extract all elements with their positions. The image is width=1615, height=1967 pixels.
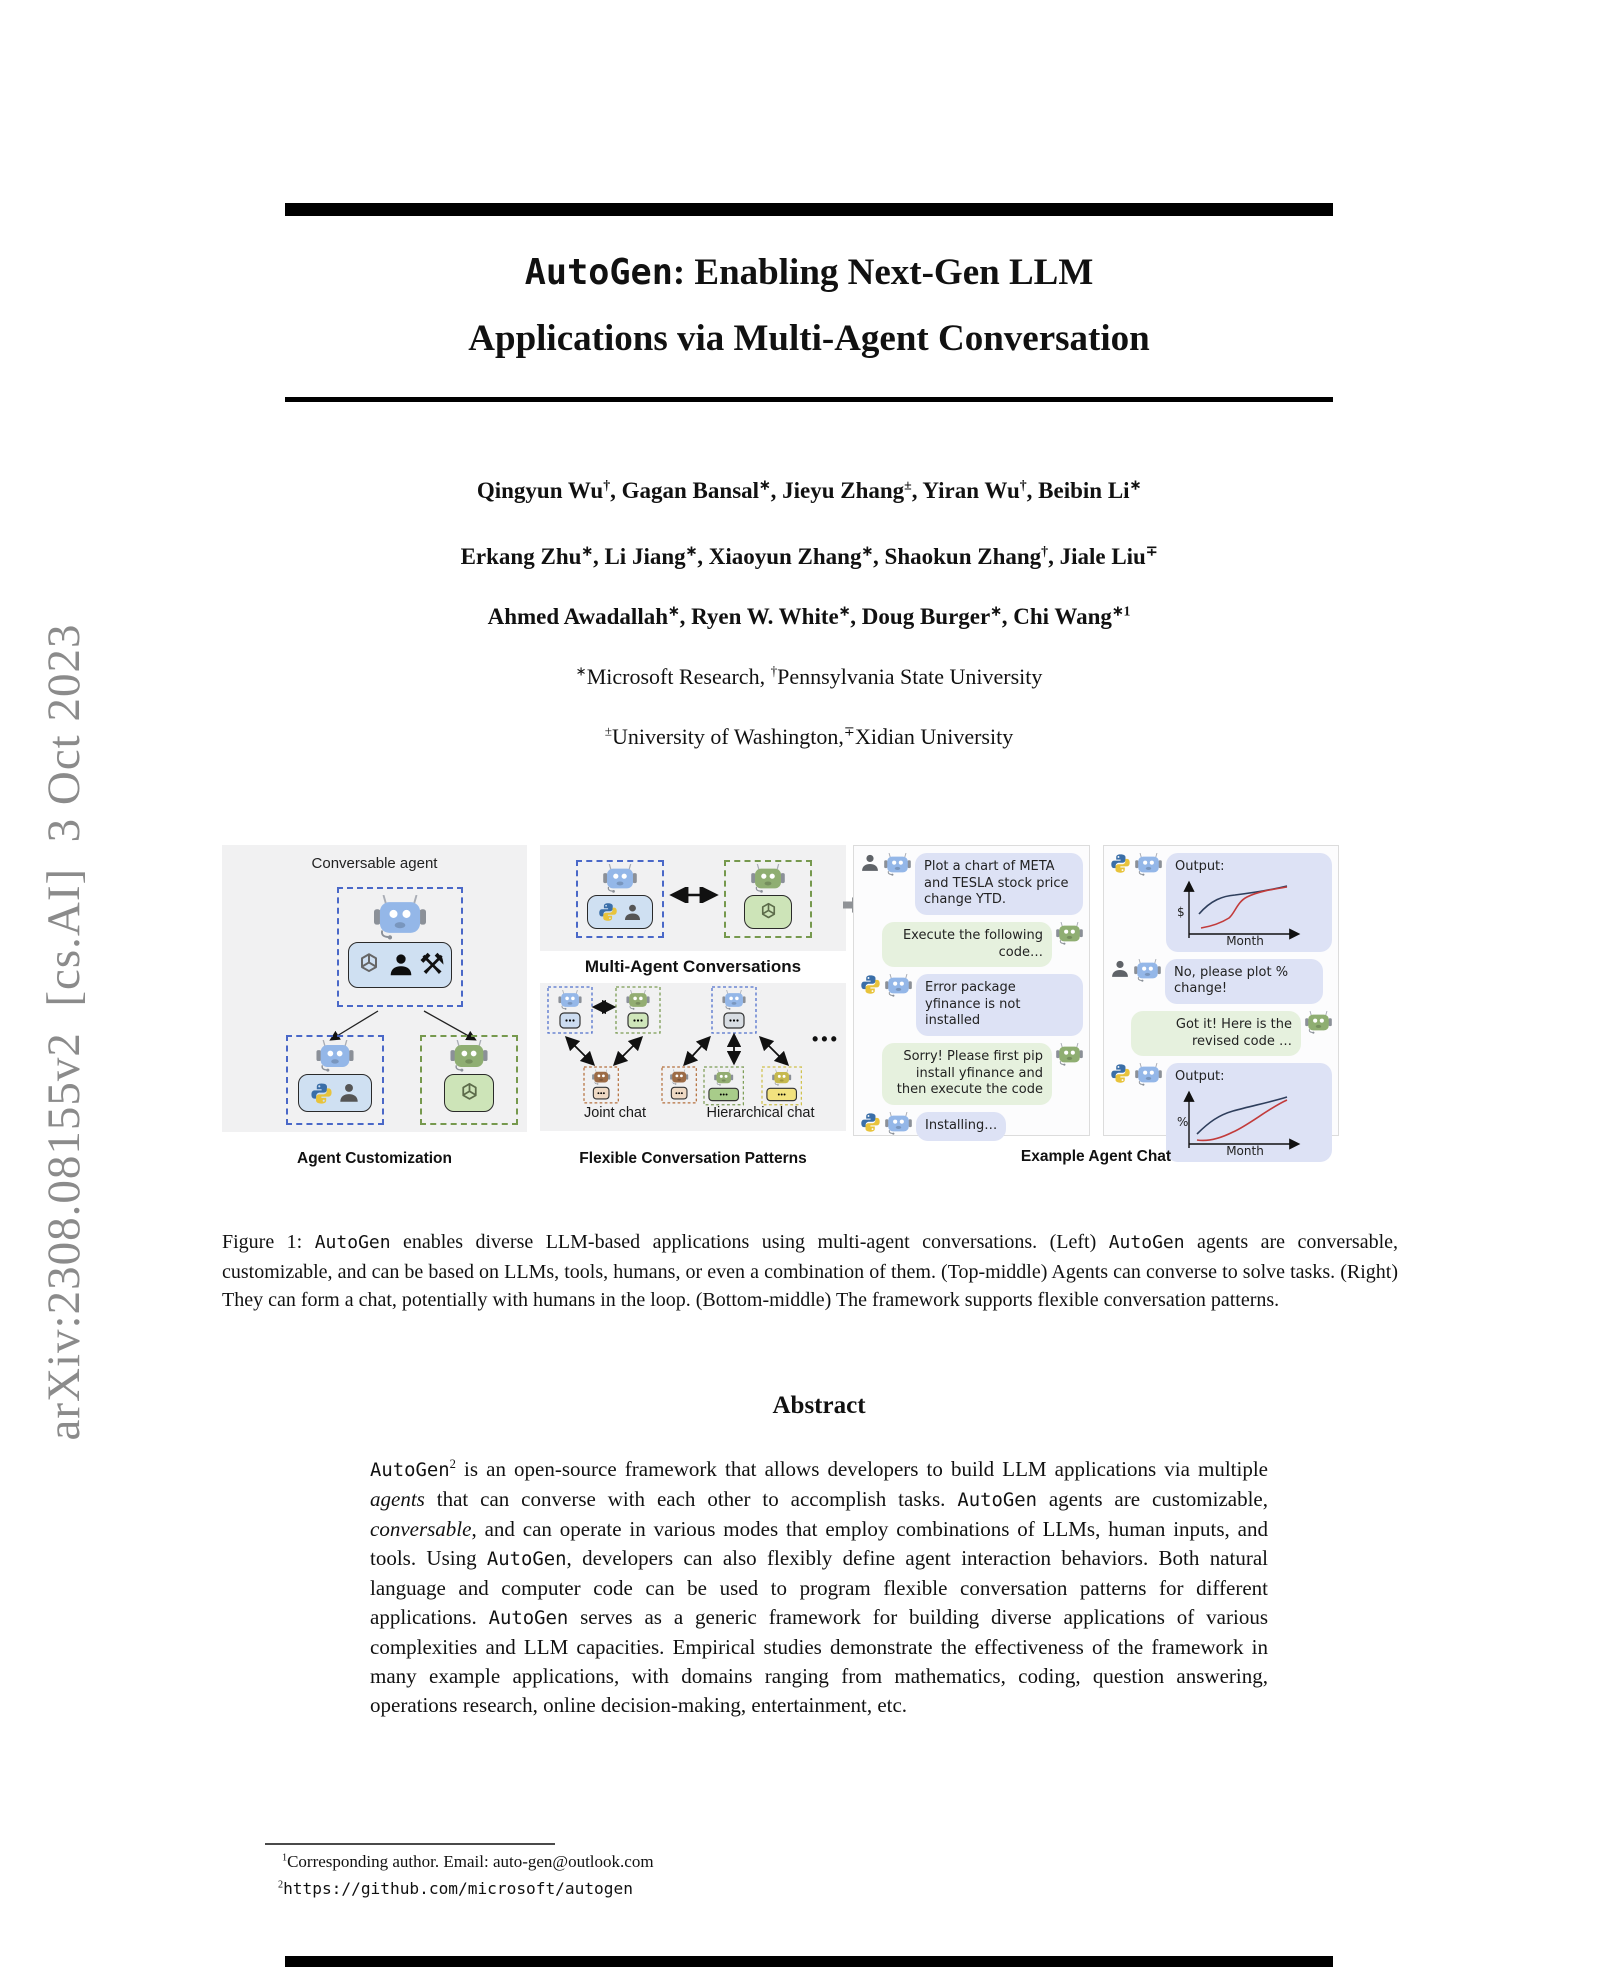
mini-agent-blue [712,987,756,1033]
footnote-rule [265,1843,555,1845]
child-agent-blue-box [286,1035,384,1125]
mini-agent-brown [584,1067,618,1103]
output-label: Output: [1175,1069,1225,1085]
abstract-body: AutoGen$^2$ is an open-source framework that allows developers to build LLM applications via multiple agents that can converse with each other to accomplish tasks. AutoGen agents are customizable, conversable, and can operate in various modes that employ combinations of LLMs, human inputs, and tools. Using AutoGen, developers can also flexibly define agent interaction behaviors. Both natural language and computer code can be used to program flexible conversation patterns for different applications. AutoGen serves as a generic framework for building diverse applications of various complexities and LLM capacities. Empirical studies demonstrate the effectiveness of the framework in many example applications, with domains ranging from mathematics, coding, question answering, operations research, online decision-making, entertainment, etc. [370,1457,1268,1717]
capability-box [348,942,452,988]
title-rule [285,397,1333,402]
chat-bubble: Execute the following code… [882,922,1052,967]
robot-icon [885,1112,912,1135]
robot-icon [1135,853,1162,876]
openai-icon [757,901,780,924]
author-line-1: Qingyun Wu†, Gagan Bansal∗, Jieyu Zhang±, Yiran Wu†, Beibin Li∗ [476,477,1142,503]
more-patterns-ellipsis: ••• [812,1029,840,1049]
robot-icon [885,974,912,997]
figure-1-caption: Figure 1: AutoGen enables diverse LLM-based applications using multi-agent conversations. (Left) AutoGen agents are conversable, customizable, and can be based on LLMs, tools, humans, or even a combination of them. (Top-middle) Agents can converse to solve tasks. (Right) They can form a chat, potentially with humans in the loop. (Bottom-middle) The framework supports flexible conversation patterns. [222,1231,1398,1311]
affiliation-line-2: ±University of Washington,∓Xidian University [604,723,1014,749]
patterns-caption: Flexible Conversation Patterns [579,1150,807,1167]
mini-agent-green-wide [704,1067,743,1105]
python-icon [310,1082,333,1105]
abstract-heading: Abstract [772,1392,866,1419]
mini-agent-brown [662,1067,696,1103]
python-icon [598,902,618,922]
bidirectional-arrow [668,887,720,903]
robot-icon [1056,922,1083,945]
pct-change-chart [1175,1086,1307,1156]
capability-box [744,895,792,929]
chat-row [1110,1063,1332,1162]
python-icon [1110,853,1131,874]
multi-agent-caption: Multi-Agent Conversations [584,957,802,976]
y-axis-label: % [1177,1114,1189,1129]
robot-icon [1305,1011,1332,1034]
x-axis-label: Month [1226,933,1264,946]
chat-row [860,1112,1083,1141]
agent-blue-box [576,860,664,938]
page-title [285,240,1333,372]
patterns-panel [540,983,846,1131]
person-icon [860,853,880,873]
chat-row [1110,853,1332,952]
title-line1: AutoGen: Enabling Next-Gen LLM [524,252,1094,293]
mini-agent-blue [548,987,592,1033]
robot-icon [884,853,911,876]
chat-row [1110,1011,1332,1056]
chat-row [860,853,1083,915]
x-axis-label: Month [1226,1143,1264,1156]
chat-row [860,974,1083,1036]
robot-icon [603,864,637,893]
chat-row [860,1043,1083,1105]
tools-icon: ⚒ [419,949,445,981]
chat-row [860,922,1083,967]
footnote-2: $^2$https://github.com/microsoft/autogen [278,1879,633,1898]
robot-icon [450,1040,488,1072]
chat-bubble: Got it! Here is the revised code … [1131,1011,1301,1056]
parent-agent-box [337,887,463,1007]
capability-box [587,895,653,929]
robot-icon [1056,1043,1083,1066]
robot-icon [1134,959,1161,982]
output-label: Output: [1175,859,1225,874]
child-agent-green-box [420,1035,518,1125]
person-icon [623,903,642,922]
title-line2: Applications via Multi-Agent Conversation [468,318,1150,359]
capability-box [444,1074,494,1112]
capability-box [298,1074,372,1112]
chat-row [1110,959,1332,1004]
y-axis-label: $ [1177,904,1185,919]
chat-bubble [1166,1063,1332,1162]
person-icon [338,1082,360,1104]
openai-icon [355,951,383,979]
python-icon [860,974,881,995]
python-icon [860,1112,881,1133]
chat-bubble: Installing… [916,1112,1006,1141]
agent-customization-caption: Agent Customization [297,1150,452,1167]
example-chat-panel-1 [853,845,1090,1136]
mini-agent-green [616,987,660,1033]
chat-bubble: Sorry! Please first pip install yfinance and then execute the code [882,1043,1052,1105]
next-page-rule [285,1956,1333,1967]
example-chat-panel-2 [1103,845,1339,1156]
chat-bubble: No, please plot % change! [1165,959,1323,1004]
robot-icon [374,895,426,940]
agent-customization-panel [222,845,527,1132]
arxiv-watermark: arXiv:2308.08155v2 [cs.AI] 3 Oct 2023 [38,623,90,1441]
affiliation-line-1: ∗Microsoft Research, †Pennsylvania State University [575,663,1043,689]
agent-green-box [724,860,812,938]
chat-bubble: Plot a chart of META and TESLA stock price change YTD. [915,853,1083,915]
person-icon [388,952,414,978]
person-icon [1110,959,1130,979]
chat-bubble [1166,853,1332,952]
openai-icon [457,1081,482,1106]
robot-icon [751,864,785,893]
python-icon [1110,1063,1131,1084]
multi-agent-panel [540,845,846,951]
author-line-2: Erkang Zhu∗, Li Jiang∗, Xiaoyun Zhang∗, Shaokun Zhang†, Jiale Liu∓ [460,543,1158,569]
author-line-3: Ahmed Awadallah∗, Ryen W. White∗, Doug Burger∗, Chi Wang$^{∗1}$ [487,603,1131,629]
conversable-agent-label: Conversable agent [311,855,438,872]
mini-agent-yellow-wide [762,1067,801,1105]
stock-price-chart [1175,876,1307,946]
hierarchical-chat-label: Hierarchical chat [706,1105,815,1121]
example-chat-caption: Example Agent Chat [1020,1148,1172,1165]
joint-chat-label: Joint chat [583,1105,647,1121]
chat-bubble: Error package yfinance is not installed [916,974,1083,1036]
robot-icon [1135,1063,1162,1086]
top-rule [285,203,1333,216]
figure-1 [222,845,1392,1175]
robot-icon [316,1040,354,1072]
footnote-1: $^1$Corresponding author. Email: auto-gen@outlook.com [282,1852,654,1871]
